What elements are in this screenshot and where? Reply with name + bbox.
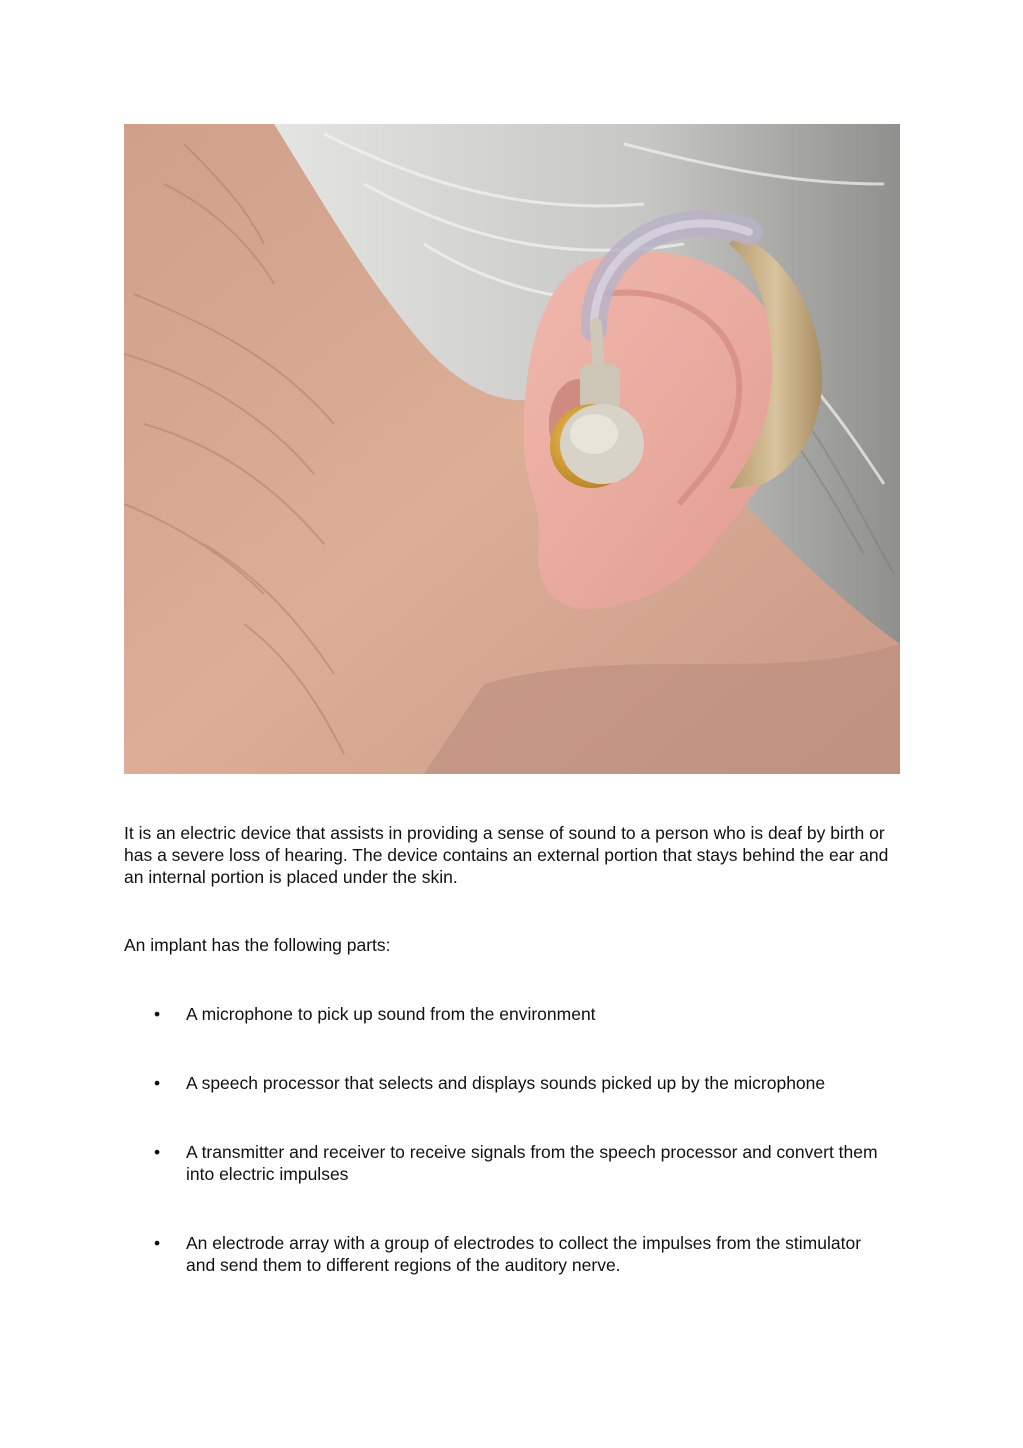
list-item: • A microphone to pick up sound from the environment <box>124 1003 894 1025</box>
list-item: • A transmitter and receiver to receive signals from the speech processor and convert them into electric impulses <box>124 1141 894 1185</box>
intro-paragraph: It is an electric device that assists in providing a sense of sound to a person who is deaf by birth or has a severe loss of hearing. The device contains an external portion that stays behind the ear and an internal portion is placed under the skin. <box>124 823 889 887</box>
list-item: • A speech processor that selects and displays sounds picked up by the microphone <box>124 1072 894 1094</box>
parts-list <box>124 1003 894 1323</box>
list-item: • An electrode array with a group of electrodes to collect the impulses from the stimulator and send them to different regions of the auditory nerve. <box>124 1232 894 1276</box>
hearing-aid-photo <box>124 124 900 774</box>
hearing-aid-illustration <box>124 124 900 774</box>
parts-lead-in: An implant has the following parts: <box>124 935 391 955</box>
